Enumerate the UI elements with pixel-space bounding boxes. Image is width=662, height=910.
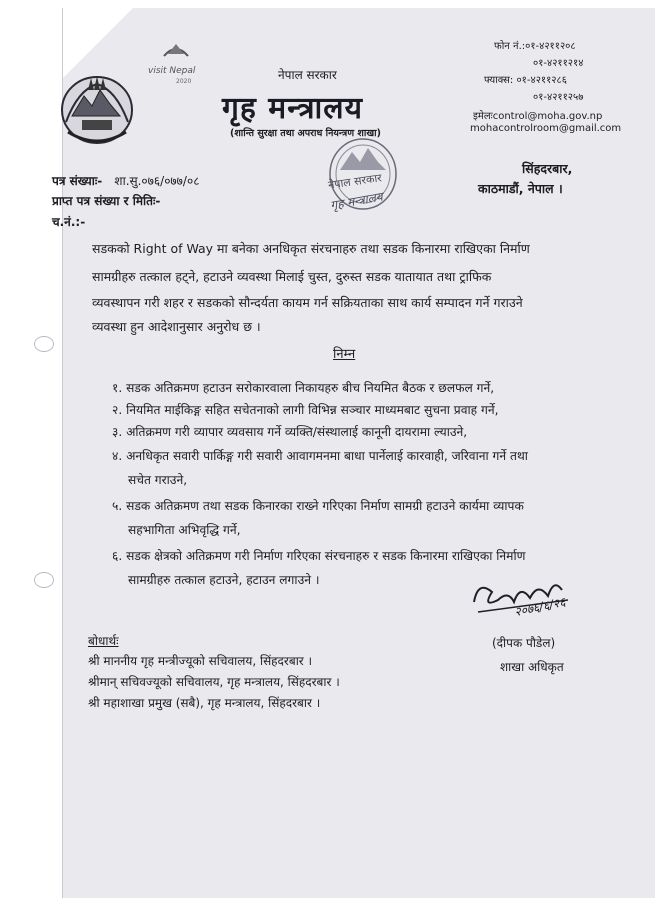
fax-1: फ्याक्स: ०१-४२११२८६ (484, 75, 567, 86)
body-paragraph-line: व्यवस्था हुन आदेशानुसार अनुरोध छ । (92, 319, 261, 334)
punch-hole (34, 336, 54, 352)
received-reference: प्राप्त पत्र संख्या र मितिः- (52, 194, 161, 208)
folded-corner (63, 8, 133, 78)
body-paragraph-line: व्यवस्थापन गरी शहर र सडकको सौन्दर्यता कायम गर्न सक्रियताका साथ कार्य सम्पादन गर्ने गराउने (92, 295, 523, 310)
list-item: २. नियमित माईकिङ्ग सहित सचेतनाको लागी विभिन्न सञ्चार माध्यमबाट सुचना प्रवाह गर्ने, (112, 403, 499, 417)
body-paragraph-line: सामग्रीहरु तत्काल हट्ने, हटाउने व्यवस्था मिलाई चुस्त, दुरुस्त सडक यातायात तथा ट्राफिक (92, 269, 492, 284)
reference-number: पत्र संख्याः- शा.सु.०७६/०७७/०८ (52, 174, 200, 188)
phone-2: ०१-४२११२१४ (533, 58, 584, 69)
list-item-continuation: सामग्रीहरु तत्काल हटाउने, हटाउन लगाउने । (128, 573, 320, 587)
signature-date: २०७६/६/२६ (513, 594, 567, 620)
cc-label: बोधार्थः (88, 634, 119, 648)
visit-nepal-year: 2020 (176, 78, 192, 85)
cc-line: श्री महाशाखा प्रमुख (सबै), गृह मन्त्रालय, सिंहदरबार । (88, 696, 321, 710)
list-item-continuation: सचेत गराउने, (128, 473, 188, 487)
email-line: इमेलःcontrol@moha.gov.np (473, 111, 603, 122)
signatory-name: (दीपक पौडेल) (492, 636, 556, 650)
dispatch-number: च.नं.:- (52, 215, 86, 229)
stamp-line-2: गृह मन्त्रालय (329, 189, 384, 213)
ministry-title: गृह मन्त्रालय (222, 91, 364, 126)
fax-2: ०१-४२११२५७ (533, 92, 584, 103)
email-2: mohacontrolroom@gmail.com (470, 123, 622, 134)
division-label: (शान्ति सुरक्षा तथा अपराध नियन्त्रण शाखा) (230, 128, 381, 139)
visit-nepal-text: visit Nepal (148, 66, 196, 76)
address-line-2: काठमाडौं, नेपाल । (478, 181, 563, 196)
list-item: ५. सडक अतिक्रमण तथा सडक किनारका राख्ने गरिएका निर्माण सामग्री हटाउने कार्यमा व्यापक (112, 499, 524, 513)
list-item: ४. अनधिकृत सवारी पार्किङ्ग गरी सवारी आवागमनमा बाधा पार्नेलाई कारवाही, जरिवाना गर्ने तथा (112, 449, 528, 463)
signatory-title: शाखा अधिकृत (500, 660, 564, 674)
list-item: ६. सडक क्षेत्रको अतिक्रमण गरी निर्माण गरिएका संरचनाहरु र सडक किनारमा राखिएका निर्माण (112, 549, 526, 563)
cc-line: श्रीमान् सचिवज्यूको सचिवालय, गृह मन्त्रालय, सिंहदरबार । (88, 675, 340, 689)
list-heading: निम्न (333, 347, 356, 362)
stamp-line-1: नेपाल सरकार (327, 171, 383, 192)
nepal-emblem-icon (58, 70, 136, 148)
list-item: १. सडक अतिक्रमण हटाउन सरोकारवाला निकायहरु बीच नियमित बैठक र छलफल गर्ने, (112, 381, 495, 395)
list-item: ३. अतिक्रमण गरी व्यापार व्यवसाय गर्ने व्यक्ति/संस्थालाई कानूनी दायरामा ल्याउने, (112, 425, 468, 439)
government-label: नेपाल सरकार (278, 68, 337, 82)
address-line-1: सिंहदरबार, (522, 161, 573, 176)
cc-line: श्री माननीय गृह मन्त्रीज्यूको सचिवालय, सिंहदरबार । (88, 654, 313, 668)
punch-hole (34, 572, 54, 588)
body-paragraph-line: सडकको Right of Way मा बनेका अनधिकृत संरचनाहरु तथा सडक किनारमा राखिएका निर्माण (92, 241, 530, 256)
phone-1: फोन नं.:०१-४२११२०८ (494, 41, 576, 52)
visit-nepal-logo-icon (160, 40, 192, 62)
list-item-continuation: सहभागिता अभिवृद्धि गर्ने, (128, 523, 241, 537)
